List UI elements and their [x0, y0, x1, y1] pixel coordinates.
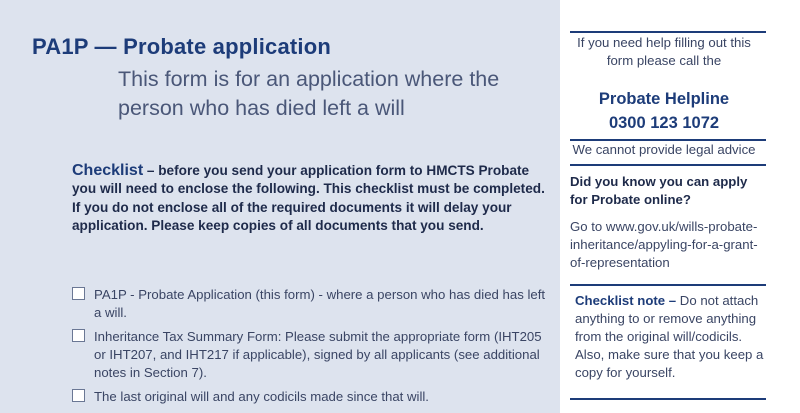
checkbox-original-will[interactable]: [72, 389, 85, 402]
checklist-item: [72, 328, 552, 382]
checklist-intro: [72, 162, 552, 236]
checklist-note-text: Do not attach anything to or remove anything from the original will/codicils. Also, make sure that you keep a copy for yourself.: [575, 293, 764, 380]
helpline-name: Probate Helpline: [598, 90, 730, 108]
apply-online-url[interactable]: Go to www.gov.uk/wills-probate-inheritance/appyling-for-a-grant-of-representation: [570, 219, 758, 270]
checkbox-pa1p[interactable]: [72, 287, 85, 300]
checklist-item: [72, 388, 552, 406]
checklist-note: [575, 292, 765, 382]
checklist-instructions: – before you send your application form to HMCTS Probate you will need to enclose the following. This checklist must be completed. If you do not enclose all of the required documents it will delay your application. Please keep copies of all documents that you send.: [72, 163, 545, 234]
apply-online-question: Did you know you can apply for Probate online?: [570, 174, 748, 207]
checklist: [72, 286, 552, 412]
checklist-item: [72, 286, 552, 322]
divider: [570, 164, 766, 166]
legal-advice-note: We cannot provide legal advice: [572, 142, 756, 157]
divider: [570, 139, 766, 141]
divider: [570, 31, 766, 33]
divider: [570, 284, 766, 286]
form-title: PA1P — Probate application: [32, 34, 332, 59]
divider: [570, 398, 766, 400]
checklist-item-label: Inheritance Tax Summary Form: Please submit the appropriate form (IHT205 or IHT207, and IHT217 if applicable), signed by all applicants (see additional notes in Section 7).: [94, 329, 542, 380]
checklist-item-label: PA1P - Probate Application (this form) - where a person who has died has left a will.: [94, 287, 546, 320]
checkbox-iht-form[interactable]: [72, 329, 85, 342]
helpline-number: 0300 123 1072: [608, 114, 720, 132]
help-text: If you need help filling out this form please call the: [577, 35, 751, 68]
form-subtitle: This form is for an application where the person who has died left a will: [118, 67, 500, 120]
checklist-item-label: The last original will and any codicils made since that will.: [94, 389, 429, 404]
checklist-note-heading: Checklist note –: [575, 293, 677, 308]
checklist-heading: Checklist: [72, 162, 144, 179]
